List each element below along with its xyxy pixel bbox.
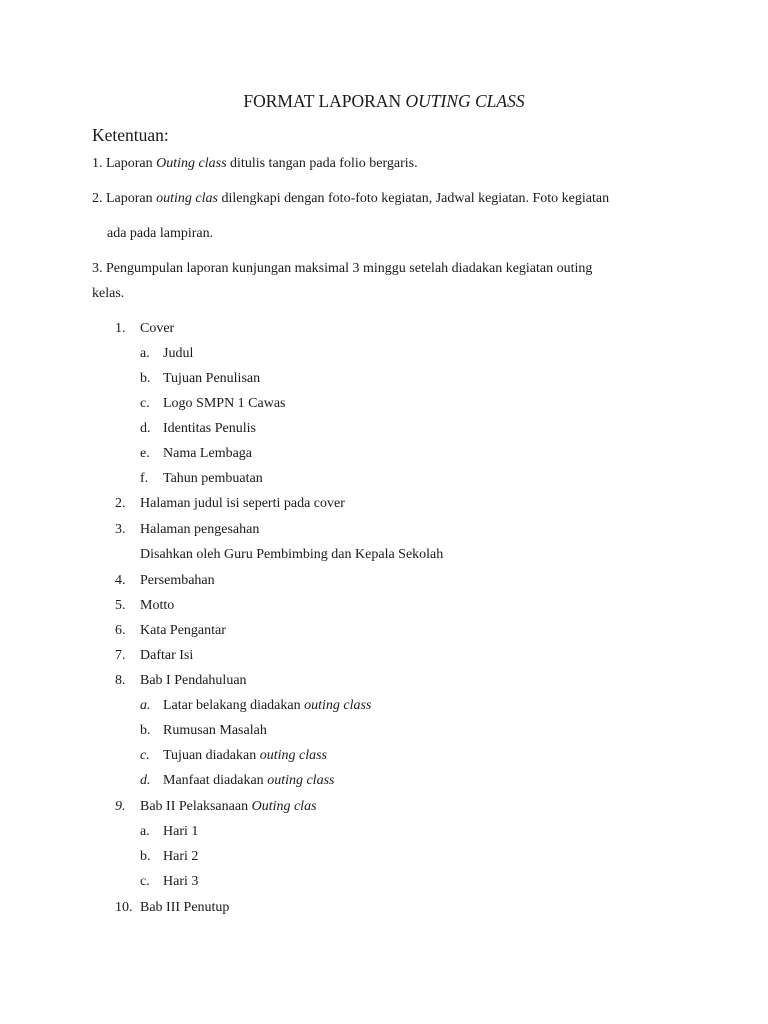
- list-item: Bab I Pendahuluan: [140, 673, 247, 688]
- sublist-letter: a.: [140, 824, 150, 839]
- list-item: Motto: [140, 598, 175, 613]
- sublist-letter: b.: [140, 723, 151, 738]
- list-number: 6.: [115, 623, 126, 638]
- rule-2-continuation: ada pada lampiran.: [107, 226, 214, 241]
- list-number: 4.: [115, 573, 126, 588]
- sublist-item: Rumusan Masalah: [163, 723, 267, 738]
- sublist-item: Hari 2: [163, 849, 199, 864]
- sublist-letter: c.: [140, 748, 150, 763]
- sublist-letter: d.: [140, 773, 151, 788]
- list-number: 2.: [115, 496, 126, 511]
- list-number: 1.: [115, 321, 126, 336]
- section-heading: Ketentuan:: [92, 125, 169, 145]
- sublist-item: Nama Lembaga: [163, 446, 253, 461]
- sublist-letter: d.: [140, 421, 151, 436]
- rule-1: 1. Laporan Outing class ditulis tangan pada folio bergaris.: [92, 156, 418, 171]
- sublist-item: Tujuan diadakan outing class: [163, 748, 327, 763]
- list-number: 5.: [115, 598, 126, 613]
- sublist-letter: b.: [140, 849, 151, 864]
- sublist-item: Latar belakang diadakan outing class: [163, 698, 372, 713]
- sublist-letter: f.: [140, 471, 149, 486]
- list-number: 3.: [115, 522, 126, 537]
- list-item: Cover: [140, 321, 175, 336]
- rule-3: 3. Pengumpulan laporan kunjungan maksimal 3 minggu setelah diadakan kegiatan outing: [92, 261, 593, 276]
- title-main: FORMAT LAPORAN: [243, 91, 406, 111]
- sublist-letter: a.: [140, 346, 150, 361]
- list-item: Halaman pengesahan: [140, 522, 260, 537]
- list-number: 8.: [115, 673, 126, 688]
- sublist-item: Identitas Penulis: [163, 421, 256, 436]
- sublist-letter: e.: [140, 446, 150, 461]
- title-italic: OUTING CLASS: [405, 91, 525, 111]
- sublist-item: Hari 3: [163, 874, 199, 889]
- sublist-letter: a.: [140, 698, 151, 713]
- sublist-letter: c.: [140, 396, 150, 411]
- sublist-item: Manfaat diadakan outing class: [163, 773, 335, 788]
- list-item: Persembahan: [140, 573, 215, 588]
- list-item: Daftar Isi: [140, 648, 194, 663]
- list-number: 9.: [115, 799, 126, 814]
- sublist-item: Tahun pembuatan: [163, 471, 263, 486]
- rule-3-continuation: kelas.: [92, 286, 125, 301]
- list-item: Halaman judul isi seperti pada cover: [140, 496, 345, 511]
- sublist-item: Logo SMPN 1 Cawas: [163, 396, 286, 411]
- list-item: Bab II Pelaksanaan Outing clas: [140, 799, 317, 814]
- list-item-note: Disahkan oleh Guru Pembimbing dan Kepala Sekolah: [140, 547, 444, 562]
- list-number: 10.: [115, 900, 133, 915]
- sublist-item: Judul: [163, 346, 194, 361]
- document-title: [0, 90, 768, 112]
- rule-2: 2. Laporan outing clas dilengkapi dengan foto-foto kegiatan, Jadwal kegiatan. Foto kegiatan: [92, 191, 610, 206]
- list-item: Bab III Penutup: [140, 900, 230, 915]
- sublist-item: Hari 1: [163, 824, 199, 839]
- list-number: 7.: [115, 648, 126, 663]
- sublist-item: Tujuan Penulisan: [163, 371, 261, 386]
- sublist-letter: b.: [140, 371, 151, 386]
- list-item: Kata Pengantar: [140, 623, 226, 638]
- sublist-letter: c.: [140, 874, 150, 889]
